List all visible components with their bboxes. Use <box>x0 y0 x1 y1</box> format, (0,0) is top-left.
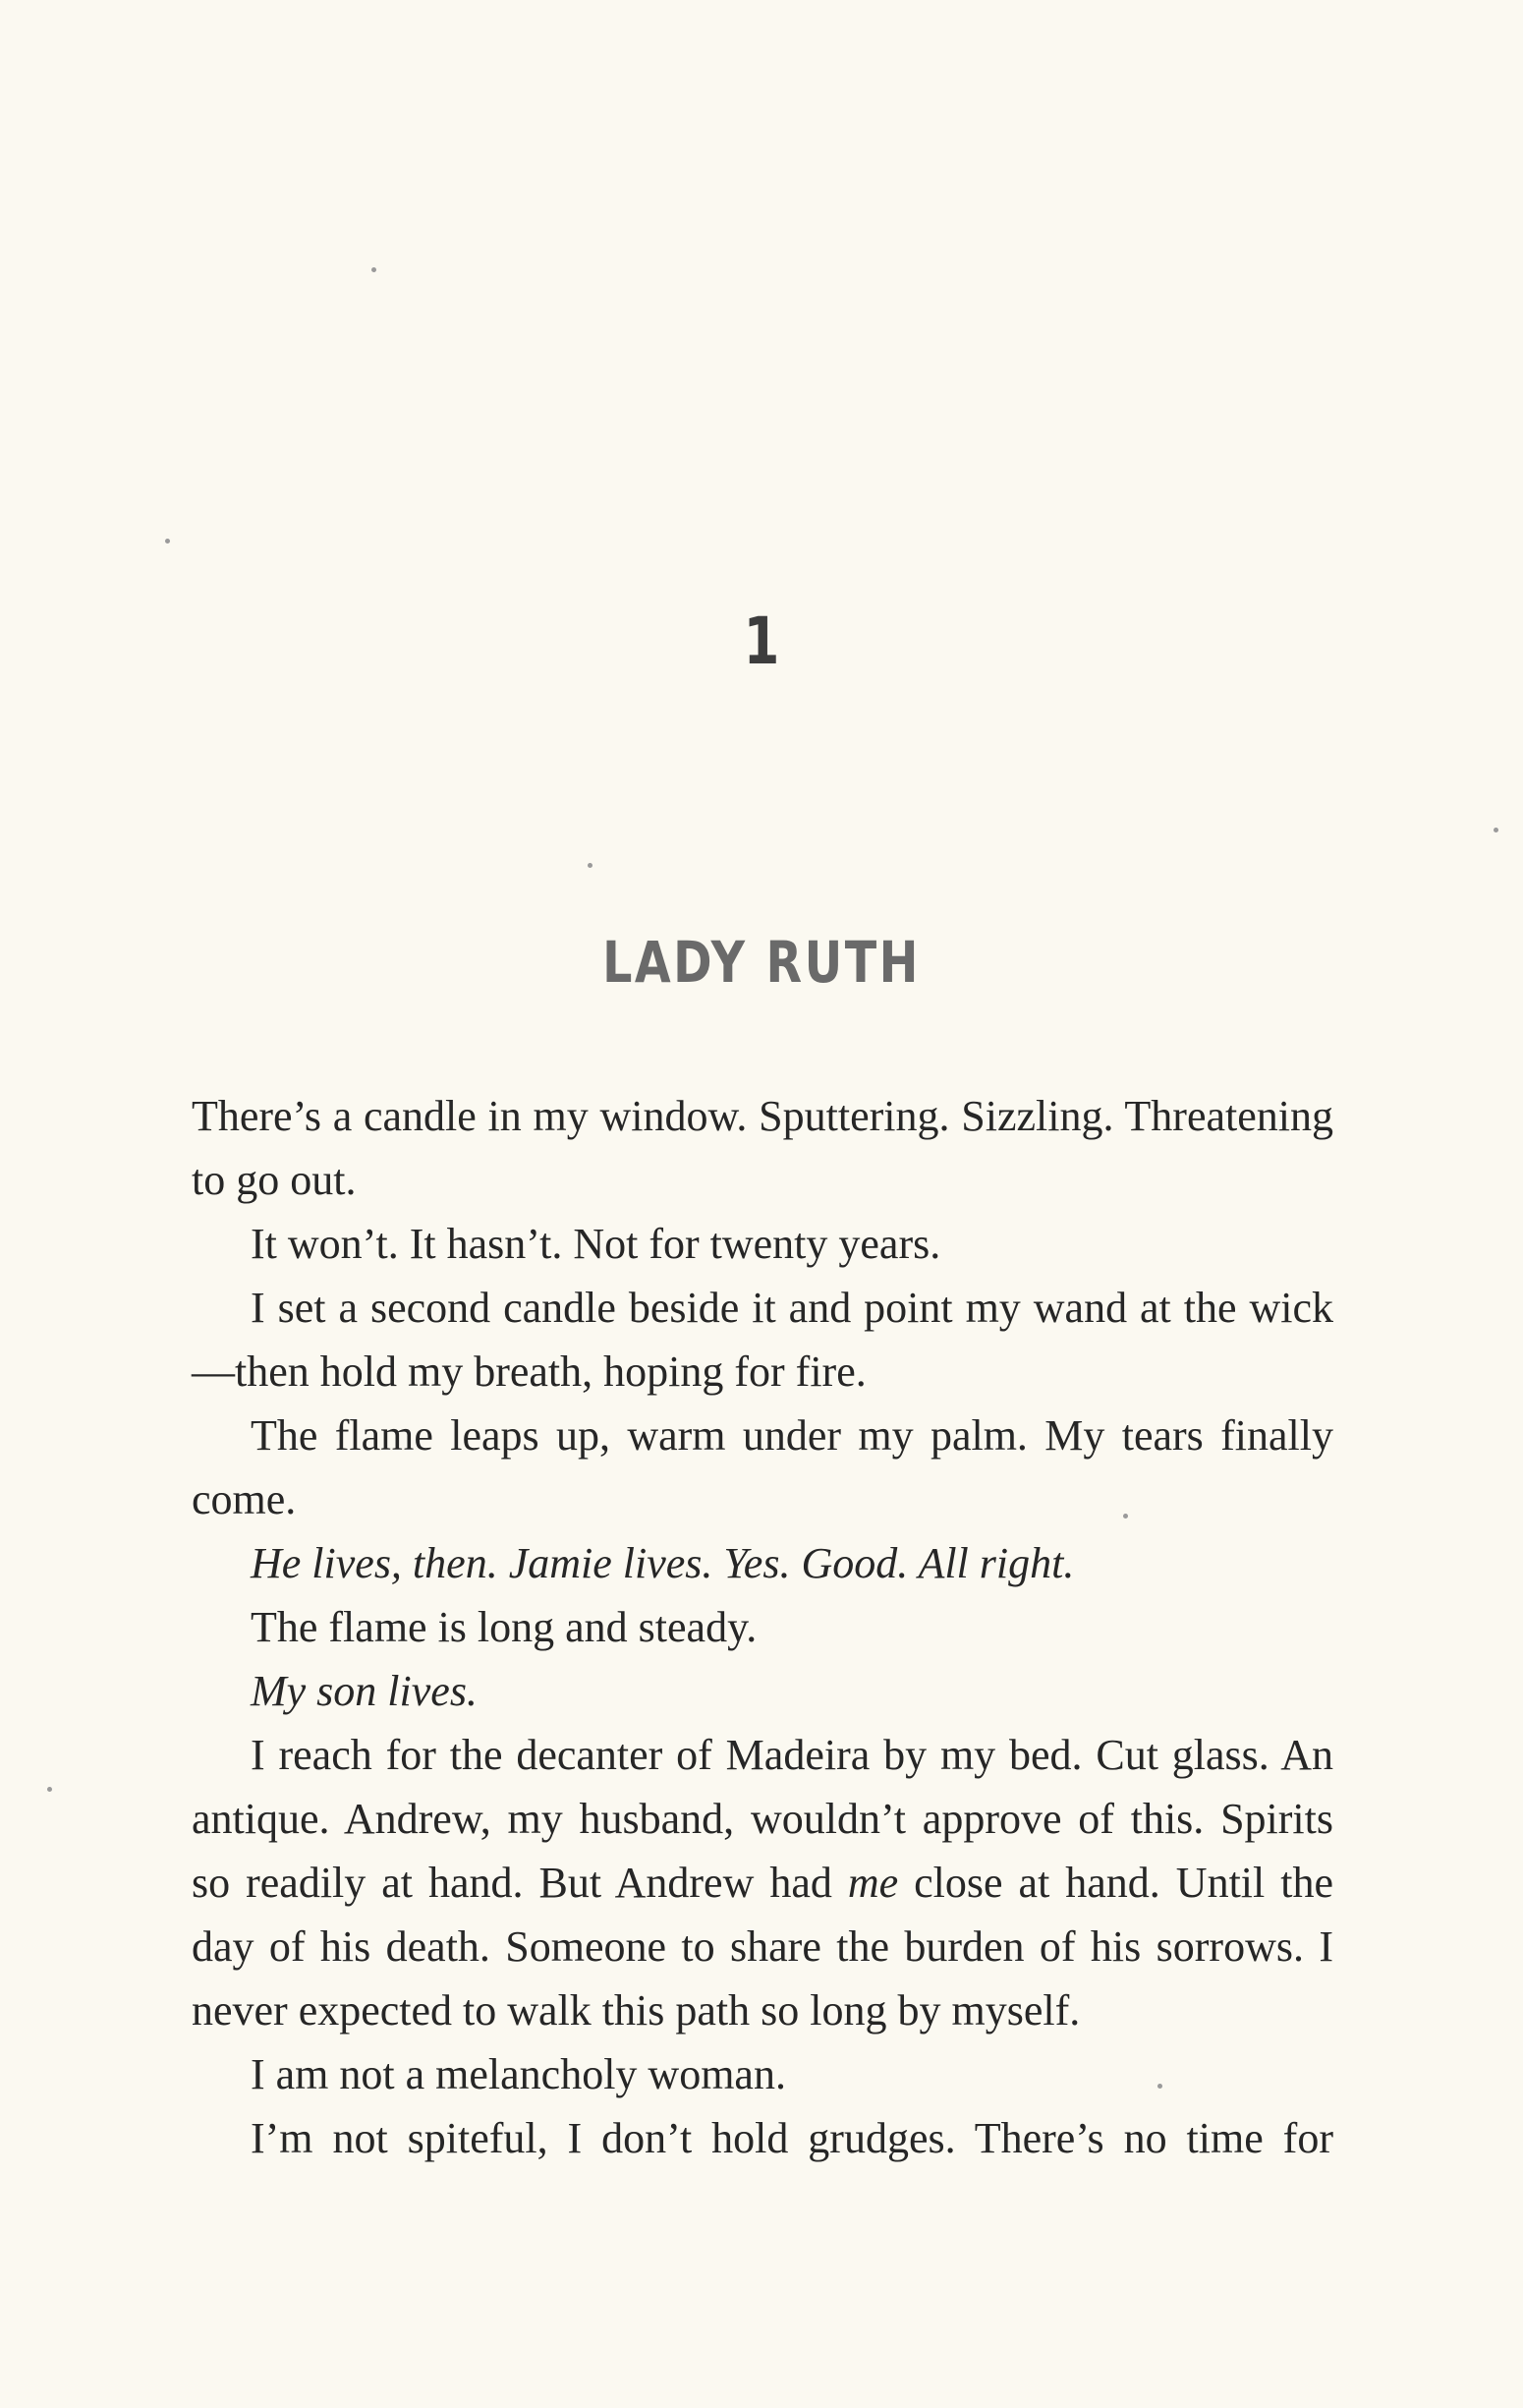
italic-thought: My son lives. <box>251 1667 478 1715</box>
chapter-title: LADY RUTH <box>602 929 921 996</box>
italic-thought: He lives, then. Jamie lives. Yes. Good. All right. <box>251 1539 1075 1587</box>
paragraph: It won’t. It hasn’t. Not for twenty years. <box>251 1220 941 1268</box>
paragraph-last: I’m not spiteful, I don’t hold grudges. There’s no time for <box>251 2114 1333 2162</box>
emphasized-word: me <box>847 1859 899 1907</box>
print-speck <box>588 863 592 868</box>
paragraph <box>192 1723 1333 2042</box>
paragraph: The flame is long and steady. <box>251 1603 758 1651</box>
print-speck <box>371 267 376 272</box>
print-speck <box>1494 828 1498 832</box>
paragraph: I am not a melancholy woman. <box>251 2050 786 2098</box>
paragraph: There’s a candle in my window. Sputtering. Sizzling. Threatening to go out. <box>192 1092 1333 1204</box>
chapter-number: 1 <box>743 603 780 679</box>
chapter-body <box>192 1084 1333 2170</box>
paragraph: I set a second candle beside it and point my wand at the wick—then hold my breath, hoping for fire. <box>192 1284 1333 1396</box>
paragraph-italic <box>192 1531 1333 1595</box>
paragraph-text: I reach for the decanter of Madeira by my bed. Cut glass. An antique. Andrew, my husband, wouldn’t approve of this. Spirits so readily at hand. But Andrew had <box>192 1731 1333 1907</box>
print-speck <box>47 1787 52 1792</box>
paragraph-text: close at hand. Until the day of his death. Someone to share the burden of his sorrows. I never expected to walk this path so long by myself. <box>192 1859 1333 2035</box>
print-speck <box>165 539 170 544</box>
paragraph: The flame leaps up, warm under my palm. My tears finally come. <box>192 1411 1333 1523</box>
paragraph-italic <box>192 1659 1333 1723</box>
